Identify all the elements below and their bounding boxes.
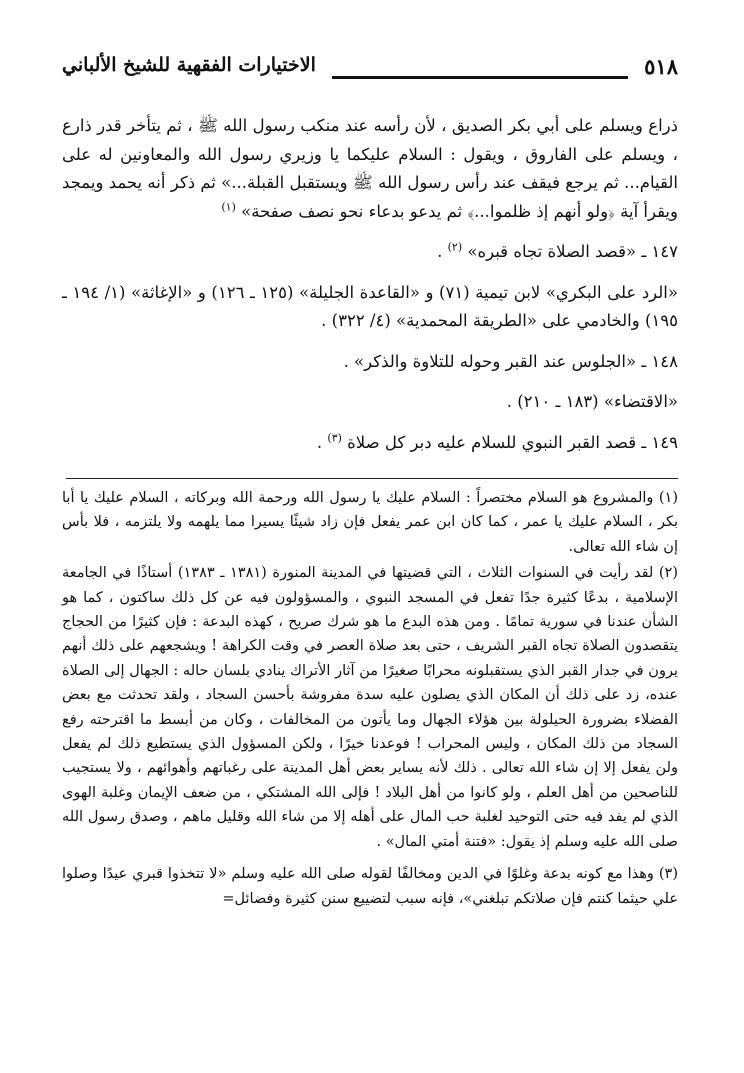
- page-number: ٥١٨: [644, 54, 678, 79]
- footnote-ref-2: (٢): [447, 240, 463, 254]
- footnote-ref-1: (١): [221, 200, 236, 213]
- paragraph-continuation: ذراع ويسلم على أبي بكر الصديق ، لأن رأسه عند منكب رسول الله ﷺ ، ثم يتأخر قدر ذارع ، ويسلم على الفاروق ، ويقول : السلام عليكما يا وزيري رسول الله والمعاونين له على القيام... ثم يرجع فيقف عند رأس رسول الله ﷺ ويستقبل القبلة...» ثم ذكر أنه يحمد ويمجد ويقرأ آية ﴿ولو أنهم إذ ظلموا...﴾ ثم يدعو بدعاء نحو نصف صفحة» $^{(١)}$: [62, 116, 678, 221]
- header-rule: [332, 76, 628, 79]
- footnotes: [62, 484, 678, 911]
- item-147-references: «الرد على البكري» لابن تيمية (٧١) و «القاعدة الجليلة» (١٢٥ ـ ١٢٦) و «الإغاثة» (١/ ١٩٤ ـ ١٩٥) والخادمي على «الطريقة المحمدية» (٤/ ٣٢٢) .: [62, 282, 678, 330]
- footnote-separator: [66, 478, 678, 479]
- footnote-2: (٢) لقد رأيت في السنوات الثلاث ، التي قضيتها في المدينة المنورة (١٣٨١ ـ ١٣٨٣) أستاذًا في الجامعة الإسلامية ، بدعًا كثيرة جدًا تفعل في المسجد النبوي ، والمسؤولون فيه عن كل ذلك ساكتون ، كما هو الشأن عندنا في سورية تمامًا . ومن هذه البدع ما هو شرك صريح ، كهذه البدعة : فإن كثيرًا من الحجاج يتقصدون الصلاة تجاه القبر الشريف ، حتى بعد صلاة العصر في وقت الكراهة ! ويشجعهم على ذلك أنهم يرون في جدار القبر الذي يستقبلونه محرابًا صغيرًا من آثار الأتراك ينادي بلسان حاله : الجهال إلى الصلاة عنده، زد على ذلك أن المكان الذي يصلون عليه سدة مفروشة بأحسن السجاد ، ولقد تحدثت مع بعض الفضلاء بضرورة الحيلولة بين هؤلاء الجهال وما يأتون من المخالفات ، وكان من أبسط ما اقترحته رفع السجاد من ذلك المكان ، وليس المحراب ! فوعدنا خيرًا ، ولكن المسؤول الذي يستطيع ذلك لم يفعل ولن يفعل إلا إن شاء الله تعالى . ذلك لأنه يساير بعض أهل المدينة على رغباتهم وأهوائهم ، ولا يستجيب للناصحين من أهل العلم ، ولو كانوا من أهل البلاد ! فإلى الله المشتكي ، من ضعف الإيمان وغلبة الهوى الذي لم يفد فيه حتى التوحيد لغلبة حب المال على أهله إلا من شاء الله وقليل ماهم ، وصدق رسول الله صلى الله عليه وسلم إذ يقول: «فتنة أمتي المال» .: [62, 565, 679, 850]
- item-147: ١٤٧ ـ «قصد الصلاة تجاه قبره» $^{(٢)}$ .: [437, 240, 678, 261]
- item-149: ١٤٩ ـ قصد القبر النبوي للسلام عليه دبر كل صلاة $^{(٣)}$ .: [316, 431, 678, 452]
- item-148-references: «الاقتضاء» (١٨٣ ـ ٢١٠) .: [506, 392, 678, 411]
- footnote-1: (١) والمشروع هو السلام مختصراً : السلام عليك يا رسول الله ورحمة الله وبركاته ، السلام عليك يا أبا بكر ، السلام عليك يا عمر ، كما كان ابن عمر يفعل فإن زاد شيئًا يسيرا مما يلهمه ولا يلتزمه ، فلا بأس إن شاء الله تعالى.: [62, 490, 678, 555]
- footnote-3: (٣) وهذا مع كونه بدعة وغلوًا في الدين ومخالفًا لقوله صلى الله عليه وسلم «لا تتخذوا قبري عيدًا وصلوا علي حيثما كنتم فإن صلاتكم تبلغني»، فإنه سبب لتضييع سنن كثيرة وفضائل=: [62, 866, 678, 907]
- running-title: الاختيارات الفقهية للشيخ الألباني: [62, 54, 316, 76]
- footnote-ref-3: (٣): [327, 431, 342, 444]
- main-text: [62, 112, 678, 457]
- item-148: ١٤٨ ـ «الجلوس عند القبر وحوله للتلاوة والذكر» .: [343, 351, 678, 371]
- page-header: [62, 52, 678, 92]
